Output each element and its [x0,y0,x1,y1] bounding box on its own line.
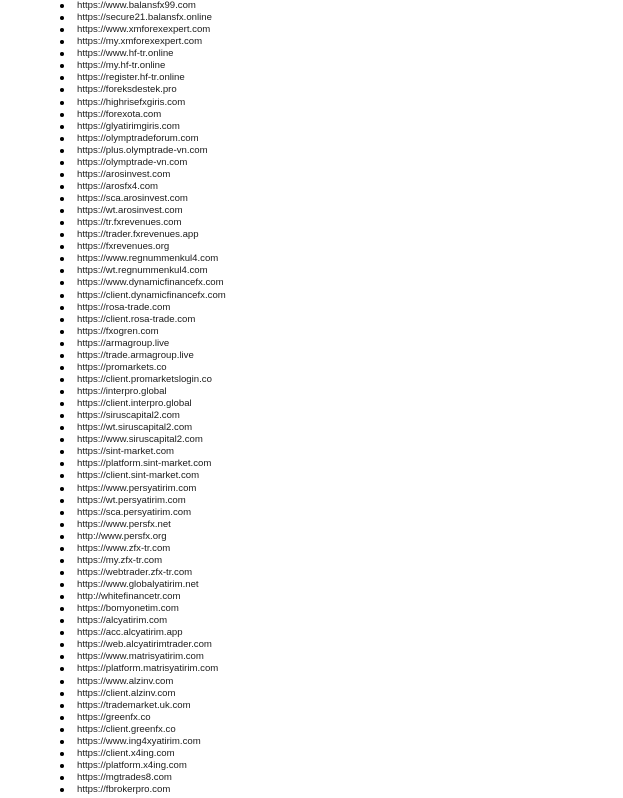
url-text: https://my.hf-tr.online [77,60,166,72]
url-list-item [0,193,623,205]
url-text: https://www.dynamicfinancefx.com [77,277,224,289]
url-list-item [0,290,623,302]
url-list-item [0,639,623,651]
bullet-dot-icon [60,571,64,575]
url-list-item [0,386,623,398]
url-text: https://www.persfx.net [77,518,171,530]
bullet-dot-icon [60,535,64,539]
url-list-item [0,374,623,386]
url-text: https://www.globalyatirim.net [77,579,199,590]
url-list-item [0,555,623,567]
url-list-item [0,676,623,688]
url-text: https://www.siruscapital2.com [77,434,203,446]
url-text: https://client.x4ing.com [77,747,175,759]
url-list-item [0,205,623,217]
url-list-item [0,446,623,458]
url-text: http://www.persfx.org [77,530,167,542]
url-list-item [0,651,623,663]
url-text: https://rosa-trade.com [77,301,171,313]
url-list-item [0,470,623,482]
url-text: https://trademarket.uk.com [77,699,191,711]
url-list-item [0,784,623,796]
bullet-dot-icon [60,499,64,503]
url-text: https://platform.sint-market.com [77,458,212,470]
url-text: https://trade.armagroup.live [77,349,194,361]
bullet-dot-icon [60,197,64,201]
url-text: https://acc.alcyatirim.app [77,627,183,639]
url-list-item [0,157,623,169]
url-text: https://arosfx4.com [77,180,159,192]
bullet-dot-icon [60,342,64,346]
url-text: https://sint-market.com [77,446,175,458]
url-list-item [0,72,623,84]
url-list-item [0,543,623,555]
url-text: https://tr.fxrevenues.com [77,217,182,229]
url-list-item [0,241,623,253]
bullet-dot-icon [60,619,64,623]
bullet-dot-icon [60,607,64,611]
bullet-dot-icon [60,185,64,189]
bullet-dot-icon [60,4,64,8]
url-text: https://glyatirimgiris.com [77,120,180,132]
bullet-dot-icon [60,667,64,671]
url-text: https://www.zfx-tr.com [77,542,171,554]
url-text: https://www.alzinv.com [77,675,174,687]
url-text: https://web.alcyatirimtrader.com [77,639,212,651]
bullet-dot-icon [60,281,64,285]
bullet-dot-icon [60,233,64,237]
url-text: https://www.xmforexexpert.com [77,24,211,36]
url-text: https://wt.arosinvest.com [77,205,183,217]
bullet-dot-icon [60,149,64,153]
url-text: https://armagroup.live [77,337,170,349]
url-list-item [0,603,623,615]
url-text: https://olymptrade-vn.com [77,156,188,168]
url-list-item [0,410,623,422]
url-text: https://promarkets.co [77,361,167,373]
bullet-dot-icon [60,704,64,708]
url-text: https://interpro.global [77,386,167,397]
url-text: https://www.persyatirim.com [77,482,197,494]
url-text: https://foreksdestek.pro [77,84,177,96]
url-text: https://highrisefxgiris.com [77,96,186,108]
url-list-item [0,615,623,627]
url-text: https://mgtrades8.com [77,772,172,783]
bullet-dot-icon [60,64,64,68]
url-text: https://www.hf-tr.online [77,48,174,60]
bullet-dot-icon [60,161,64,165]
url-text: https://client.sint-market.com [77,470,200,482]
bullet-dot-icon [60,414,64,418]
url-text: https://greenfx.co [77,711,151,723]
bullet-dot-icon [60,52,64,56]
url-list-item [0,362,623,374]
url-list-item [0,422,623,434]
url-list-item [0,97,623,109]
url-list-item [0,181,623,193]
bullet-dot-icon [60,306,64,310]
url-text: https://olymptradeforum.com [77,132,199,144]
url-list-item [0,314,623,326]
bullet-dot-icon [60,583,64,587]
url-list-item [0,398,623,410]
url-list-item [0,760,623,772]
bullet-dot-icon [60,776,64,780]
bullet-dot-icon [60,125,64,129]
url-list-item [0,531,623,543]
url-list-item [0,724,623,736]
url-list-item [0,229,623,241]
url-list-item [0,736,623,748]
url-text: https://client.promarketslogin.co [77,373,212,385]
url-list-item [0,265,623,277]
url-text: https://bomyonetim.com [77,603,179,615]
url-list-item [0,48,623,60]
bullet-dot-icon [60,330,64,334]
url-list-item [0,338,623,350]
url-list-item [0,663,623,675]
url-text: https://fbrokerpro.com [77,784,171,796]
url-text: https://my.zfx-tr.com [77,554,163,566]
bullet-dot-icon [60,366,64,370]
url-text: https://client.dynamicfinancefx.com [77,289,226,301]
bullet-dot-icon [60,390,64,394]
bullet-dot-icon [60,269,64,273]
bullet-dot-icon [60,487,64,491]
url-list-item [0,519,623,531]
url-list-item [0,217,623,229]
bullet-dot-icon [60,474,64,478]
url-text: https://my.xmforexexpert.com [77,36,203,48]
bullet-dot-icon [60,221,64,225]
bullet-dot-icon [60,402,64,406]
bullet-dot-icon [60,318,64,322]
bullet-dot-icon [60,378,64,382]
bullet-dot-icon [60,438,64,442]
bullet-dot-icon [60,209,64,213]
url-text: https://sca.arosinvest.com [77,193,188,204]
bullet-dot-icon [60,752,64,756]
url-list-item [0,567,623,579]
url-list-item [0,84,623,96]
url-text: http://whitefinancetr.com [77,591,181,603]
bullet-dot-icon [60,631,64,635]
url-text: https://forexota.com [77,108,162,120]
url-list-item [0,458,623,470]
url-text: https://webtrader.zfx-tr.com [77,566,193,578]
bullet-dot-icon [60,257,64,261]
url-list-item [0,109,623,121]
url-text: https://register.hf-tr.online [77,72,185,84]
url-text: https://fxogren.com [77,325,159,337]
bullet-dot-icon [60,728,64,732]
url-text: https://client.rosa-trade.com [77,313,196,325]
url-list-item [0,712,623,724]
bullet-dot-icon [60,113,64,117]
url-list-item [0,591,623,603]
url-list-item [0,627,623,639]
bullet-dot-icon [60,426,64,430]
url-list-item [0,60,623,72]
bullet-dot-icon [60,655,64,659]
url-text: https://wt.regnummenkul4.com [77,265,208,277]
bullet-dot-icon [60,692,64,696]
url-list-item [0,700,623,712]
url-text: https://www.balansfx99.com [77,0,196,11]
bullet-dot-icon [60,764,64,768]
url-list-item [0,24,623,36]
url-list-item [0,350,623,362]
url-list-item [0,748,623,760]
url-list-item [0,772,623,784]
bullet-dot-icon [60,28,64,32]
bullet-dot-icon [60,16,64,20]
url-text: https://platform.x4ing.com [77,759,187,771]
url-list-item [0,277,623,289]
bullet-dot-icon [60,88,64,92]
bullet-dot-icon [60,76,64,80]
bullet-dot-icon [60,547,64,551]
url-list-item [0,579,623,591]
url-list-item [0,253,623,265]
url-text: https://www.regnummenkul4.com [77,253,219,265]
url-text: https://wt.persyatirim.com [77,494,186,506]
url-text: https://fxrevenues.org [77,241,170,253]
url-text: https://client.greenfx.co [77,723,176,735]
url-text: https://secure21.balansfx.online [77,12,212,24]
url-text: https://alcyatirim.com [77,615,168,627]
bullet-dot-icon [60,294,64,298]
bullet-dot-icon [60,511,64,515]
bullet-dot-icon [60,740,64,744]
url-text: https://trader.fxrevenues.app [77,229,199,241]
url-list-item [0,507,623,519]
bullet-dot-icon [60,354,64,358]
url-text: https://client.interpro.global [77,398,192,410]
bullet-dot-icon [60,643,64,647]
url-text: https://www.ing4xyatirim.com [77,735,201,747]
bullet-dot-icon [60,245,64,249]
bullet-dot-icon [60,40,64,44]
url-text: https://wt.siruscapital2.com [77,422,193,434]
url-list-item [0,495,623,507]
url-text: https://siruscapital2.com [77,410,180,422]
url-list-item [0,302,623,314]
url-list-item [0,133,623,145]
bullet-dot-icon [60,716,64,720]
url-text: https://arosinvest.com [77,168,171,180]
bullet-dot-icon [60,680,64,684]
url-text: https://client.alzinv.com [77,687,176,699]
url-text: https://plus.olymptrade-vn.com [77,144,208,156]
bullet-dot-icon [60,462,64,466]
url-list-item [0,326,623,338]
url-text: https://www.matrisyatirim.com [77,651,204,663]
url-list-item [0,688,623,700]
bullet-dot-icon [60,595,64,599]
bullet-dot-icon [60,559,64,563]
url-list-item [0,36,623,48]
bullet-dot-icon [60,450,64,454]
url-list-item [0,434,623,446]
bullet-dot-icon [60,137,64,141]
url-text: https://sca.persyatirim.com [77,506,192,518]
url-text: https://platform.matrisyatirim.com [77,663,219,675]
url-list-item [0,145,623,157]
url-list-item [0,169,623,181]
bullet-dot-icon [60,101,64,105]
url-list-item [0,12,623,24]
bullet-dot-icon [60,523,64,527]
url-list-item [0,483,623,495]
url-list-item [0,0,623,12]
bullet-dot-icon [60,173,64,177]
url-list-item [0,121,623,133]
bullet-dot-icon [60,788,64,792]
